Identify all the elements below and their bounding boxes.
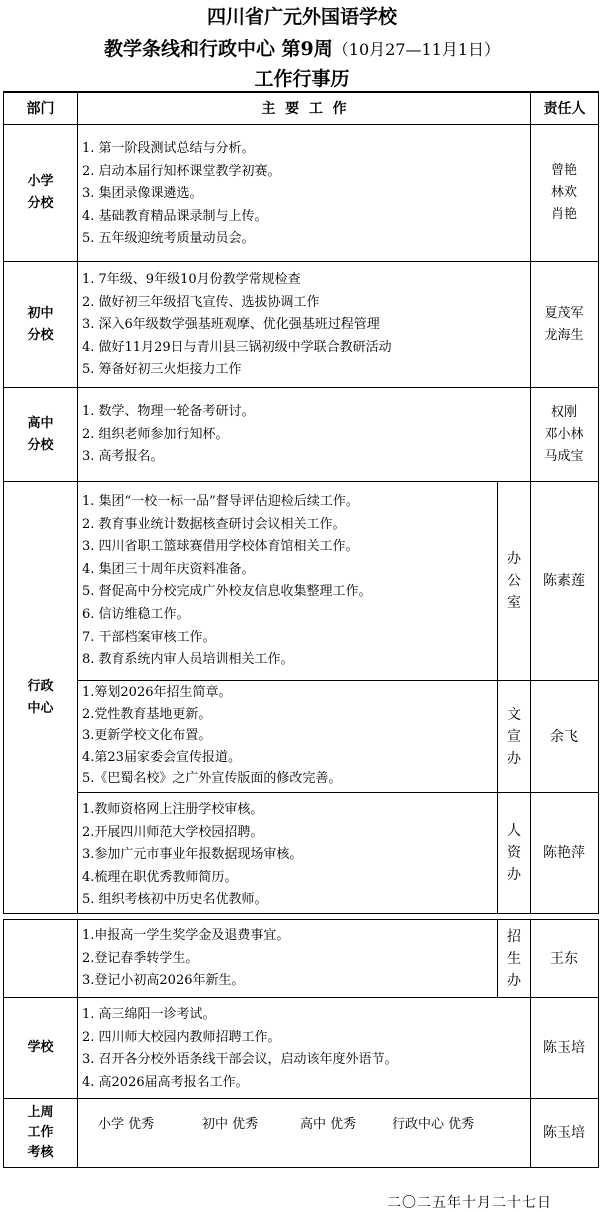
list-item: 3. 召开各分校外语条线干部会议，启动该年度外语节。 — [82, 1052, 398, 1068]
sub-char: 办 — [507, 750, 521, 767]
work-list-hr — [82, 799, 302, 912]
resp-school — [531, 998, 597, 1098]
list-item: 1.教师资格网上注册学校审核。 — [82, 802, 264, 817]
resp-name: 权刚 — [550, 404, 577, 420]
resp-name: 陈玉培 — [543, 1040, 585, 1056]
resp-name: 夏茂军 — [544, 305, 584, 321]
review-senior: 高中 优秀 — [300, 1117, 357, 1132]
dept-senior — [4, 388, 77, 481]
header-bottom-border — [3, 124, 599, 125]
sub-office — [498, 482, 530, 680]
list-item: 5. 五年级迎统考质量动员会。 — [82, 231, 255, 247]
sub-hr — [498, 793, 530, 913]
sub-char: 公 — [507, 573, 521, 589]
list-item: 1. 第一阶段测试总结与分析。 — [82, 141, 255, 156]
list-item: 1. 7年级、9年级10月份教学常规检查 — [82, 272, 301, 287]
work-list-publicity — [82, 682, 341, 790]
sub-char: 文 — [507, 706, 521, 723]
resp-name: 陈玉培 — [543, 1125, 585, 1141]
header-resp: 责任人 — [543, 100, 586, 117]
sub-publicity — [498, 681, 530, 792]
row-divider — [3, 387, 599, 388]
dept-label: 小学 — [27, 174, 54, 189]
list-item: 2. 四川师大校园内教师招聘工作。 — [82, 1029, 281, 1045]
work-list-senior — [82, 401, 255, 469]
sub-char: 办 — [507, 867, 521, 883]
list-item: 2.开展四川师范大学校园招聘。 — [82, 824, 264, 840]
dept-label: 高中 — [27, 415, 54, 431]
work-list-primary — [82, 138, 281, 251]
dept-label: 工作 — [27, 1125, 54, 1140]
list-item: 5. 组织考核初中历史名优教师。 — [82, 892, 268, 908]
resp-name: 曾艳 — [550, 163, 577, 178]
row-divider — [3, 997, 599, 998]
resp-enroll — [531, 920, 597, 997]
resp-junior — [531, 262, 597, 387]
resp-name: 余飞 — [550, 728, 578, 745]
list-item: 8. 教育系统内审人员培训相关工作。 — [82, 652, 294, 668]
table-bottom-border — [3, 1167, 599, 1168]
sub-char: 资 — [507, 845, 521, 861]
dept-review — [4, 1099, 77, 1167]
dept-column-border — [77, 91, 78, 914]
list-item: 4.第23届家委会宣传报道。 — [82, 749, 241, 765]
sub-char: 办 — [507, 972, 521, 989]
list-item: 2.登记春季转学生。 — [82, 950, 199, 966]
list-item: 3. 四川省职工篮球赛借用学校体育馆相关工作。 — [82, 539, 359, 555]
dept-label: 中心 — [27, 700, 54, 716]
dept-label: 考核 — [27, 1145, 54, 1160]
resp-name: 肖艳 — [550, 207, 577, 222]
dept-primary — [4, 125, 77, 261]
resp-name: 王东 — [550, 950, 578, 967]
review-junior: 初中 优秀 — [202, 1117, 259, 1132]
list-item: 2.党性教育基地更新。 — [82, 706, 212, 722]
list-item: 4.梳理在职优秀教师简历。 — [82, 869, 238, 885]
sub-char: 人 — [507, 823, 521, 839]
table-right-border — [598, 91, 599, 914]
resp-senior — [531, 388, 597, 481]
list-item: 6. 信访维稳工作。 — [82, 606, 190, 622]
week-range: （10月27—11月1日） — [332, 40, 501, 59]
document-date: 二〇二五年十月二十七日 — [387, 1195, 552, 1211]
dept-school: 学校 — [27, 1040, 54, 1055]
school-title: 四川省广元外国语学校 — [206, 6, 397, 28]
work-list-junior — [82, 269, 392, 382]
list-item: 4. 集团三十周年庆资料准备。 — [82, 561, 255, 577]
row-divider — [3, 1098, 599, 1099]
list-item: 3.更新学校文化布置。 — [82, 728, 212, 743]
list-item: 1. 高三绵阳一诊考试。 — [82, 1007, 216, 1022]
dept-label: 分校 — [27, 437, 54, 453]
list-item: 3. 深入6年级数学强基班观摩、优化强基班过程管理 — [82, 317, 380, 333]
resp-name: 陈艳萍 — [543, 845, 585, 861]
work-list-enroll — [82, 925, 289, 993]
sub-char: 宣 — [507, 728, 521, 745]
week-title — [0, 34, 604, 61]
list-item: 3.登记小初高2026年新生。 — [82, 973, 245, 989]
resp-primary — [531, 125, 597, 261]
resp-name: 林欢 — [550, 185, 577, 200]
list-item: 2. 组织老师参加行知杯。 — [82, 426, 229, 442]
list-item: 5.《巴蜀名校》之广外宣传版面的修改完善。 — [82, 771, 342, 786]
list-item: 2. 启动本届行知杯课堂教学初赛。 — [82, 163, 281, 179]
list-item: 4. 高2026届高考报名工作。 — [82, 1074, 249, 1090]
list-item: 1.筹划2026年招生简章。 — [82, 685, 232, 700]
review-admin: 行政中心 优秀 — [392, 1117, 475, 1132]
dept-label: 分校 — [27, 196, 54, 211]
work-list-school — [82, 1004, 398, 1094]
sub-char: 生 — [507, 950, 521, 967]
list-item: 2. 教育事业统计数据核查研讨会议相关工作。 — [82, 516, 346, 532]
list-item: 5. 督促高中分校完成广外校友信息收集整理工作。 — [82, 584, 372, 600]
list-item: 5. 筹备好初三火炬接力工作 — [82, 362, 242, 378]
list-item: 2. 做好初三年级招飞宣传、选拔协调工作 — [82, 294, 320, 310]
resp-name: 龙海生 — [544, 327, 584, 343]
sub-char: 招 — [507, 928, 521, 945]
resp-hr — [531, 793, 597, 913]
dept-label: 分校 — [27, 327, 54, 343]
list-item: 1.申报高一学生奖学金及退费事宜。 — [82, 928, 290, 943]
resp-name: 陈素莲 — [543, 573, 585, 589]
header-work: 主 要 工 作 — [261, 100, 347, 117]
row-divider — [3, 913, 599, 914]
dept-label: 行政 — [27, 678, 54, 694]
list-item: 3. 高考报名。 — [82, 449, 164, 465]
doc-title: 工作行事历 — [254, 68, 350, 90]
dept-junior — [4, 262, 77, 387]
sub-char: 办 — [507, 551, 521, 567]
list-item: 3. 集团录像课遴选。 — [82, 186, 203, 202]
resp-name: 邓小林 — [544, 426, 584, 442]
list-item: 3.参加广元市事业年报数据现场审核。 — [82, 847, 303, 863]
table-right-border — [598, 919, 599, 1168]
week-main: 教学条线和行政中心 第9周 — [103, 38, 333, 60]
list-item: 1. 数学、物理一轮备考研讨。 — [82, 404, 255, 419]
sub-enroll — [498, 920, 530, 997]
sub-char: 室 — [507, 595, 521, 611]
list-item: 4. 基础教育精品课录制与上传。 — [82, 208, 268, 224]
list-item: 4. 做好11月29日与青川县三锅初级中学联合教研活动 — [82, 339, 392, 355]
dept-column-border — [77, 919, 78, 1168]
resp-office — [531, 482, 597, 680]
header-dept: 部门 — [26, 100, 55, 117]
work-list-office — [82, 491, 372, 672]
dept-label: 上周 — [27, 1105, 54, 1120]
resp-review — [531, 1099, 597, 1167]
review-primary: 小学 优秀 — [98, 1117, 155, 1132]
dept-label: 初中 — [27, 305, 54, 321]
list-item: 1. 集团“一校一标一品”督导评估迎检后续工作。 — [82, 494, 359, 509]
dept-admin — [4, 482, 77, 913]
resp-publicity — [531, 681, 597, 792]
row-divider — [3, 261, 599, 262]
resp-name: 马成宝 — [544, 448, 584, 464]
list-item: 7. 干部档案审核工作。 — [82, 629, 216, 645]
